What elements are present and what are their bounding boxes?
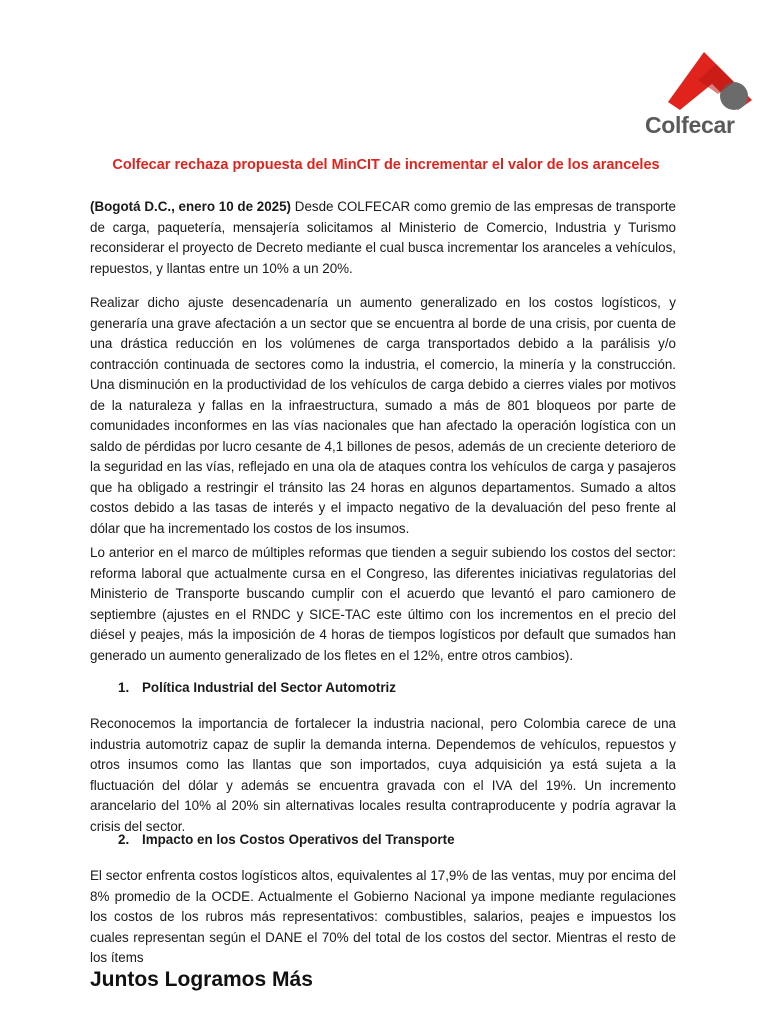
colfecar-logo bbox=[645, 50, 755, 142]
logo-wordmark: Colfecar bbox=[645, 112, 735, 138]
document-title: Colfecar rechaza propuesta del MinCIT de incrementar el valor de los aranceles bbox=[112, 157, 660, 173]
intro-paragraph bbox=[90, 197, 676, 279]
section-2-number: 2. bbox=[118, 832, 130, 847]
dateline: (Bogotá D.C., enero 10 de 2025) bbox=[90, 199, 292, 214]
section-1-title: Política Industrial del Sector Automotriz bbox=[142, 680, 396, 695]
section-2-heading bbox=[118, 832, 455, 847]
section-1-paragraph: Reconocemos la importancia de fortalecer la industria nacional, pero Colombia carece de una industria automotriz capaz de suplir la demanda interna. Dependemos de vehículos, repuestos y otros insumos como las llantas que son importados, cuya adquisición ya está sujeta a la fluctuación del dólar y además se encuentra gravada con el IVA del 19%. Un incremento arancelario del 10% al 20% sin alternativas locales resulta contraproducente y podría agravar la crisis del sector. bbox=[90, 716, 676, 834]
footer-slogan: Juntos Logramos Más bbox=[90, 968, 313, 991]
paragraph-3: Lo anterior en el marco de múltiples reformas que tienden a seguir subiendo los costos del sector: reforma laboral que actualmente cursa en el Congreso, las diferentes iniciativas regulatorias del Ministerio de Transporte buscando cumplir con el acuerdo que levantó el paro camionero de septiembre (ajustes en el RNDC y SICE-TAC este último con los incrementos en el precio del diésel y peajes, más la imposición de 4 horas de tiempos logísticos por default que sumados han generado un aumento generalizado de los fletes en el 12%, entre otros cambios). bbox=[90, 545, 676, 663]
colfecar-logo-mark-icon bbox=[660, 50, 755, 112]
section-1-heading bbox=[118, 680, 396, 695]
intro-text: Desde COLFECAR como gremio de las empresas de transporte de carga, paquetería, mensajería solicitamos al Ministerio de Comercio, Industria y Turismo reconsiderar el proyecto de Decreto mediante el cual busca incrementar los aranceles a vehículos, repuestos, y llantas entre un 10% a un 20%. bbox=[90, 199, 676, 276]
section-2-title: Impacto en los Costos Operativos del Transporte bbox=[142, 832, 455, 847]
paragraph-2: Realizar dicho ajuste desencadenaría un aumento generalizado en los costos logísticos, y generaría una grave afectación a un sector que se encuentra al borde de una crisis, por cuenta de una drástica reducción en los volúmenes de carga transportados debido a la parálisis y/o contracción continuada de sectores como la industria, el comercio, la minería y la construcción. Una disminución en la productividad de los vehículos de carga debido a cierres viales por motivos de la naturaleza y fallas en la infraestructura, sumado a más de 801 bloqueos por parte de comunidades inconformes en las vías nacionales que han afectado la operación logística con un saldo de pérdidas por lucro cesante de 4,1 billones de pesos, además de un creciente deterioro de la seguridad en las vías, reflejado en una ola de ataques contra los vehículos de carga y pasajeros que ha obligado a restringir el tránsito las 24 horas en algunos departamentos. Sumado a altos costos debido a las tasas de interés y el impacto negativo de la devaluación del peso frente al dólar que ha incrementado los costos de los insumos. bbox=[90, 295, 676, 536]
section-2-paragraph: El sector enfrenta costos logísticos altos, equivalentes al 17,9% de las ventas, muy por encima del 8% promedio de la OCDE. Actualmente el Gobierno Nacional ya impone mediante regulaciones los costos de los rubros más representativos: combustibles, salarios, peajes e impuestos los cuales representan según el DANE el 70% del total de los costos del sector. Mientras el resto de los ítems bbox=[90, 868, 676, 965]
section-1-number: 1. bbox=[118, 680, 130, 695]
